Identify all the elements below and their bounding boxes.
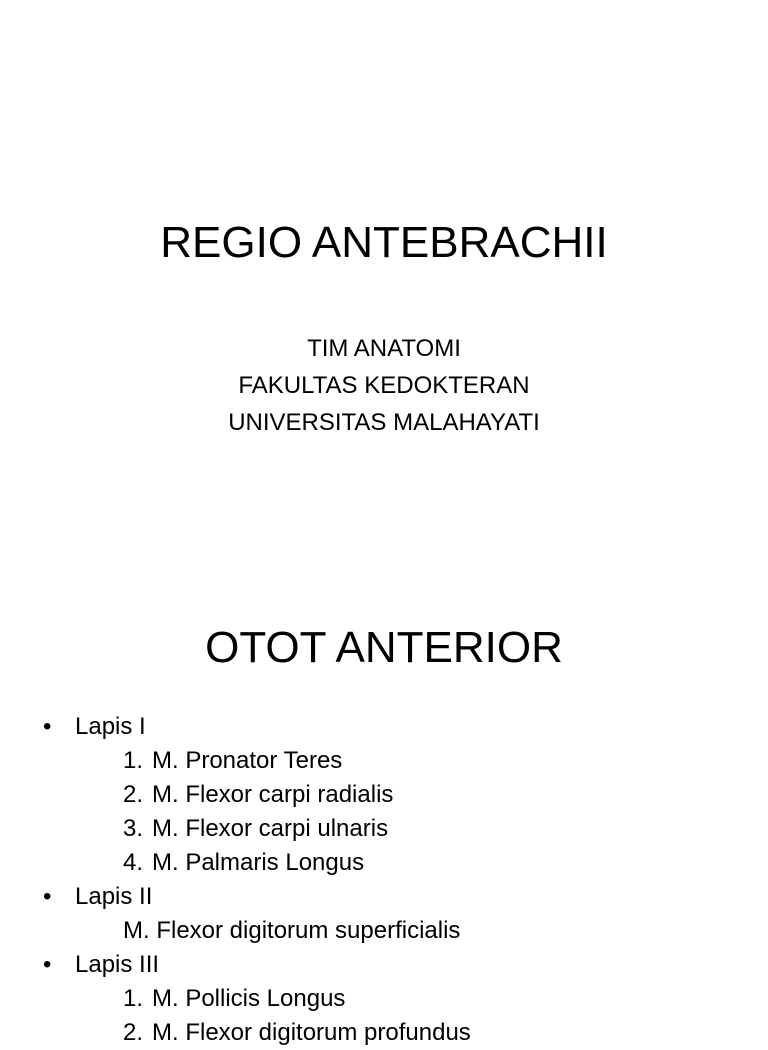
list-item bbox=[0, 1016, 768, 1050]
list-item-lapis-1 bbox=[0, 710, 768, 744]
list-item bbox=[0, 846, 768, 880]
item-number: 2. bbox=[123, 1019, 144, 1046]
bullet-icon: • bbox=[43, 883, 52, 910]
list-item bbox=[0, 744, 768, 778]
item-number: 1. bbox=[123, 747, 144, 774]
document-title: REGIO ANTEBRACHII bbox=[160, 218, 608, 267]
layer-label: Lapis I bbox=[75, 713, 146, 740]
list-item bbox=[0, 778, 768, 812]
item-number: 3. bbox=[123, 815, 144, 842]
list-item bbox=[0, 914, 768, 948]
item-number: 4. bbox=[123, 849, 144, 876]
bullet-icon: • bbox=[43, 713, 52, 740]
muscle-list bbox=[0, 710, 768, 1050]
subtitle-block bbox=[0, 330, 768, 441]
muscle-name: M. Flexor carpi ulnaris bbox=[152, 815, 389, 842]
list-item bbox=[0, 982, 768, 1016]
layer-label: Lapis II bbox=[75, 883, 153, 910]
muscle-name: M. Pollicis Longus bbox=[152, 985, 346, 1012]
muscle-name: M. Palmaris Longus bbox=[152, 849, 365, 876]
subtitle-university: UNIVERSITAS MALAHAYATI bbox=[228, 409, 540, 436]
list-item-lapis-2 bbox=[0, 880, 768, 914]
section-title: OTOT ANTERIOR bbox=[205, 623, 563, 672]
slide-muscles bbox=[0, 576, 768, 1046]
muscle-name: M. Flexor carpi radialis bbox=[152, 781, 394, 808]
list-item-lapis-3 bbox=[0, 948, 768, 982]
bullet-icon: • bbox=[43, 951, 52, 978]
list-item bbox=[0, 812, 768, 846]
muscle-name: M. Flexor digitorum profundus bbox=[152, 1019, 471, 1046]
subtitle-team: TIM ANATOMI bbox=[307, 335, 461, 362]
subtitle-faculty: FAKULTAS KEDOKTERAN bbox=[238, 372, 530, 399]
layer-label: Lapis III bbox=[75, 951, 160, 978]
item-number: 1. bbox=[123, 985, 144, 1012]
item-number: 2. bbox=[123, 781, 144, 808]
muscle-name: M. Pronator Teres bbox=[152, 747, 343, 774]
muscle-name: M. Flexor digitorum superficialis bbox=[123, 917, 461, 944]
